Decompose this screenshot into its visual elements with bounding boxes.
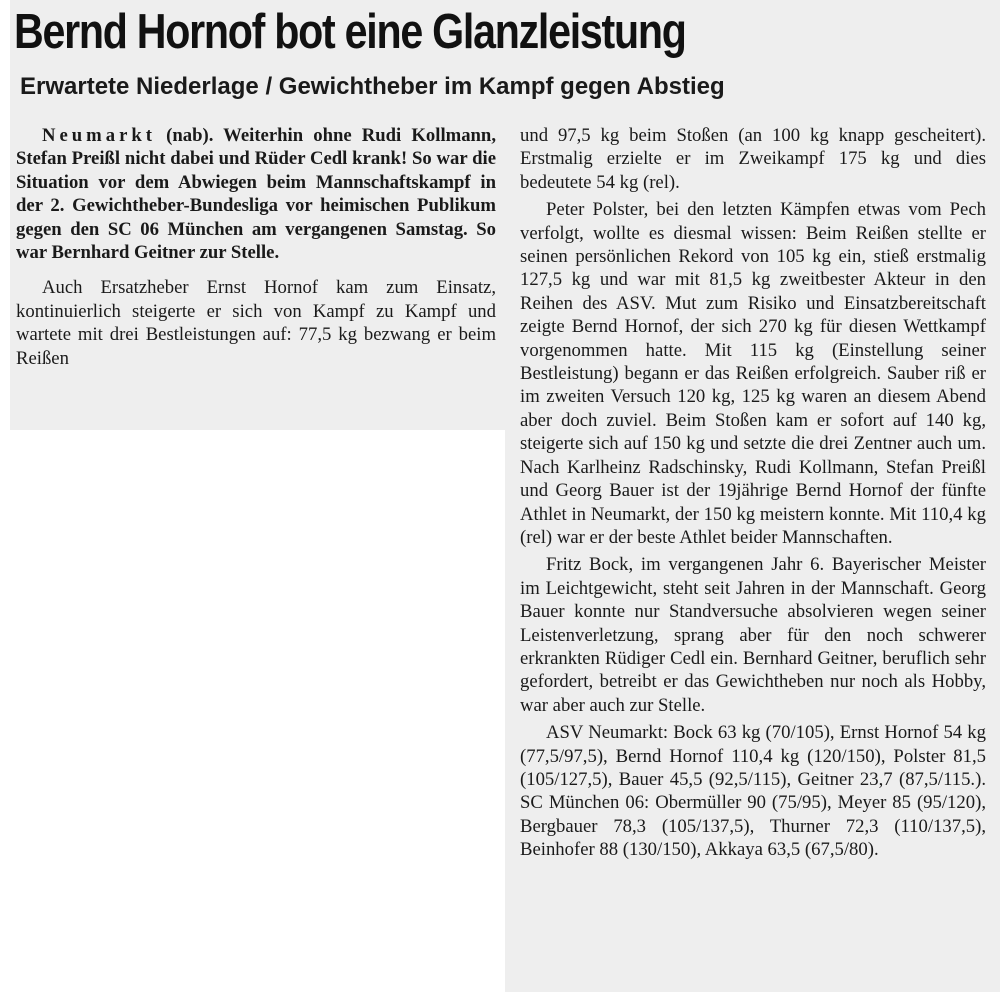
article-headline: Bernd Hornof bot eine Glanzleistung: [14, 5, 686, 59]
article-subheadline: Erwartete Niederlage / Gewichtheber im Kampf gegen Abstieg: [20, 73, 725, 100]
article-paragraph-3: Fritz Bock, im vergangenen Jahr 6. Bayerischer Meister im Leichtgewicht, steht seit Jahren in der Mannschaft. Georg Bauer konnte nur Standversuche absolvieren wegen seiner Leistenverletzung, sprang aber für den noch schwerer erkrankten Rüdiger Cedl ein. Bernhard Geitner, beruflich sehr gefordert, betreibt er das Gewichtheben nur noch als Hobby, war aber auch zur Stelle.: [520, 554, 986, 716]
article-dateline: Neumarkt: [42, 125, 157, 146]
article-column-left: [16, 124, 496, 370]
article-paragraph-1: Auch Ersatzheber Ernst Hornof kam zum Einsatz, kontinuierlich steigerte er sich von Kampf zu Kampf und wartete mit drei Bestleistungen auf: 77,5 kg bezwang er beim Reißen: [16, 277, 496, 369]
article-paragraph-2: Peter Polster, bei den letzten Kämpfen etwas vom Pech verfolgt, wollte es diesmal wissen: Beim Reißen stellte er seinen persönlichen Rekord von 105 kg ein, stieß erstmalig 127,5 kg und war mit 81,5 kg zweitbester Akteur in den Reihen des ASV. Mut zum Risiko und Einsatzbereitschaft zeigte Bernd Hornof, der sich 270 kg für diesen Wettkampf vorgenommen hatte. Mit 115 kg (Einstellung seiner Bestleistung) begann er das Reißen erfolgreich. Sauber riß er im zweiten Versuch 120 kg, 125 kg waren an diesem Abend aber doch zuviel. Beim Stoßen kam er sofort auf 140 kg, steigerte sich auf 150 kg und setzte die drei Zentner auch um. Nach Karlheinz Radschinsky, Rudi Kollmann, Stefan Preißl und Georg Bauer ist der 19jährige Bernd Hornof der fünfte Athlet in Neumarkt, der 150 kg meistern konnte. Mit 110,4 kg (rel) war er der beste Athlet beider Mannschaften.: [520, 199, 986, 548]
article-paragraph-results: ASV Neumarkt: Bock 63 kg (70/105), Ernst Hornof 54 kg (77,5/97,5), Bernd Hornof 110,4 kg (120/150), Polster 81,5 (105/127,5), Bauer 45,5 (92,5/115), Geitner 23,7 (87,5/115.). SC München 06: Obermüller 90 (75/95), Meyer 85 (95/120), Bergbauer 78,3 (105/137,5), Thurner 72,3 (110/137,5), Beinhofer 88 (130/150), Akkaya 63,5 (67,5/80).: [520, 722, 986, 861]
article-lead-paragraph: [16, 124, 496, 264]
article-paragraph-1-continued: und 97,5 kg beim Stoßen (an 100 kg knapp gescheitert). Erstmalig erzielte er im Zweikampf 175 kg und dies bedeutete 54 kg (rel).: [520, 125, 986, 193]
article-column-right: [520, 124, 986, 862]
article-lead-text: (nab). Weiterhin ohne Rudi Kollmann, Stefan Preißl nicht dabei und Rüder Cedl krank! So war die Situation vor dem Abwiegen beim Mannschaftskampf in der 2. Gewichtheber-Bundesliga vor heimischen Publikum gegen den SC 06 München am vergangenen Samstag. So war Bernhard Geitner zur Stelle.: [16, 125, 497, 264]
